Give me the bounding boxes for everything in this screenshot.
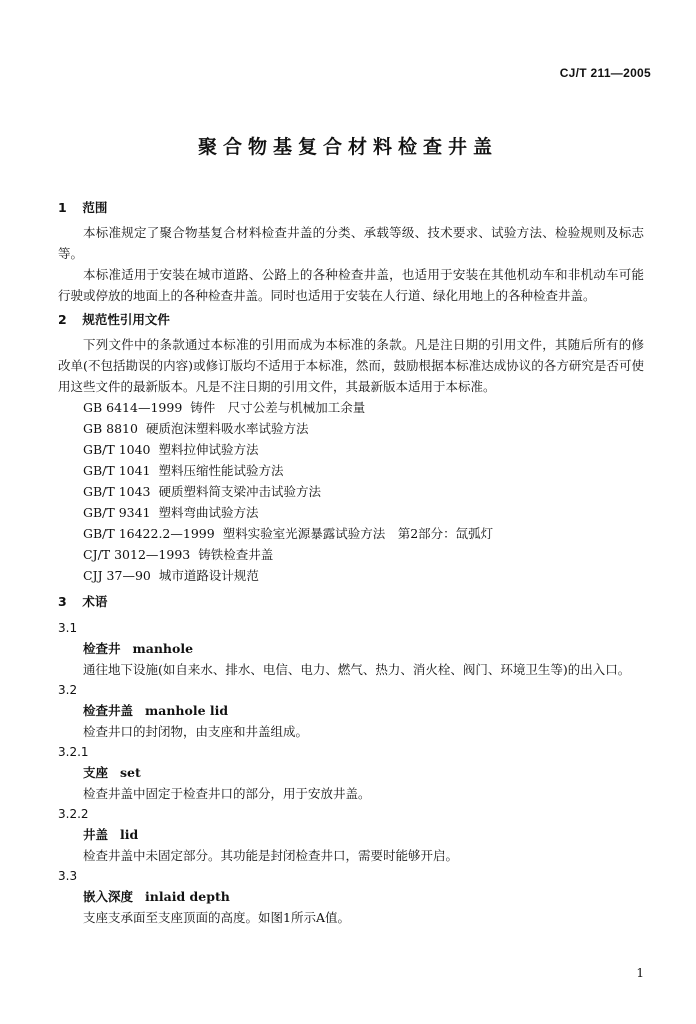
clause-number: 3.3 (58, 869, 78, 883)
reference-name: 硬质泡沫塑料吸水率试验方法 (145, 421, 309, 436)
section-title: 范围 (82, 200, 108, 215)
reference-item (58, 481, 644, 502)
reference-name: 硬质塑料简支梁冲击试验方法 (158, 484, 322, 499)
reference-code: GB/T 1040 (83, 442, 151, 457)
term-chinese: 井盖 (83, 827, 109, 842)
term-entry (58, 700, 644, 721)
term-chinese: 嵌入深度 (83, 889, 134, 904)
clause-number: 3.2 (58, 683, 78, 697)
reference-name: 铸铁检查井盖 (198, 547, 274, 562)
term-definition: 检查井盖中未固定部分。其功能是封闭检查井口，需要时能够开启。 (83, 848, 459, 863)
term-entry (58, 638, 644, 659)
paragraph: 本标准适用于安装在城市道路、公路上的各种检查井盖，也适用于安装在其他机动车和非机动车可能行驶或停放的地面上的各种检查井盖。同时也适用于安装在人行道、绿化用地上的各种检查井盖。 (58, 267, 644, 303)
term-english: manhole lid (145, 703, 229, 718)
page-number: 1 (636, 966, 644, 980)
reference-item (58, 565, 644, 586)
reference-item (58, 460, 644, 481)
section-heading-scope (58, 198, 644, 218)
standard-code: CJ/T 211—2005 (559, 66, 651, 80)
clause-number: 3.1 (58, 621, 78, 635)
section-heading-terms (58, 592, 644, 612)
section-heading-normative-references (58, 310, 644, 330)
document-title: 聚合物基复合材料检查井盖 (197, 136, 498, 158)
section-title: 规范性引用文件 (82, 312, 170, 327)
reference-code: GB 6414—1999 (83, 400, 183, 415)
section-number: 2 (58, 312, 67, 327)
paragraph: 本标准规定了聚合物基复合材料检查井盖的分类、承载等级、技术要求、试验方法、检验规则及标志等。 (58, 225, 644, 261)
reference-code: GB/T 9341 (83, 505, 151, 520)
term-entry (58, 824, 644, 845)
term-english: set (120, 765, 141, 780)
term-english: lid (120, 827, 139, 842)
term-chinese: 检查井 (83, 641, 121, 656)
term-entry (58, 886, 644, 907)
section-number: 1 (58, 200, 67, 215)
reference-name: 塑料压缩性能试验方法 (158, 463, 284, 478)
term-definition: 检查井盖中固定于检查井口的部分，用于安放井盖。 (83, 786, 371, 801)
reference-item (58, 523, 644, 544)
reference-code: GB/T 1043 (83, 484, 151, 499)
paragraph: 下列文件中的条款通过本标准的引用而成为本标准的条款。凡是注日期的引用文件，其随后所有的修改单(不包括勘误的内容)或修订版均不适用于本标准，然而，鼓励根据本标准达成协议的各方研究是否可使用这些文件的最新版本。凡是不注日期的引用文件，其最新版本适用于本标准。 (58, 337, 644, 394)
reference-item (58, 418, 644, 439)
reference-item (58, 544, 644, 565)
section-title: 术语 (82, 594, 108, 609)
clause-number: 3.2.2 (58, 807, 89, 821)
reference-code: CJ/T 3012—1993 (83, 547, 191, 562)
term-entry (58, 762, 644, 783)
clause-number: 3.2.1 (58, 745, 89, 759)
reference-name: 塑料实验室光源暴露试验方法 第2部分：氙弧灯 (222, 526, 494, 541)
document-body (58, 198, 644, 928)
term-chinese: 支座 (83, 765, 109, 780)
term-chinese: 检查井盖 (83, 703, 134, 718)
reference-item (58, 502, 644, 523)
reference-name: 塑料拉伸试验方法 (158, 442, 259, 457)
reference-code: GB 8810 (83, 421, 138, 436)
reference-code: GB/T 1041 (83, 463, 151, 478)
reference-code: GB/T 16422.2—1999 (83, 526, 215, 541)
term-definition: 支座支承面至支座顶面的高度。如图1所示A值。 (83, 910, 350, 925)
reference-item (58, 397, 644, 418)
reference-name: 塑料弯曲试验方法 (158, 505, 259, 520)
section-number: 3 (58, 594, 67, 609)
reference-name: 铸件 尺寸公差与机械加工余量 (190, 400, 366, 415)
reference-code: CJJ 37—90 (83, 568, 151, 583)
term-definition: 检查井口的封闭物，由支座和井盖组成。 (83, 724, 309, 739)
term-english: manhole (132, 641, 194, 656)
term-english: inlaid depth (145, 889, 230, 904)
term-definition: 通往地下设施(如自来水、排水、电信、电力、燃气、热力、消火栓、阀门、环境卫生等)的出入口。 (83, 662, 631, 677)
reference-item (58, 439, 644, 460)
reference-name: 城市道路设计规范 (158, 568, 259, 583)
